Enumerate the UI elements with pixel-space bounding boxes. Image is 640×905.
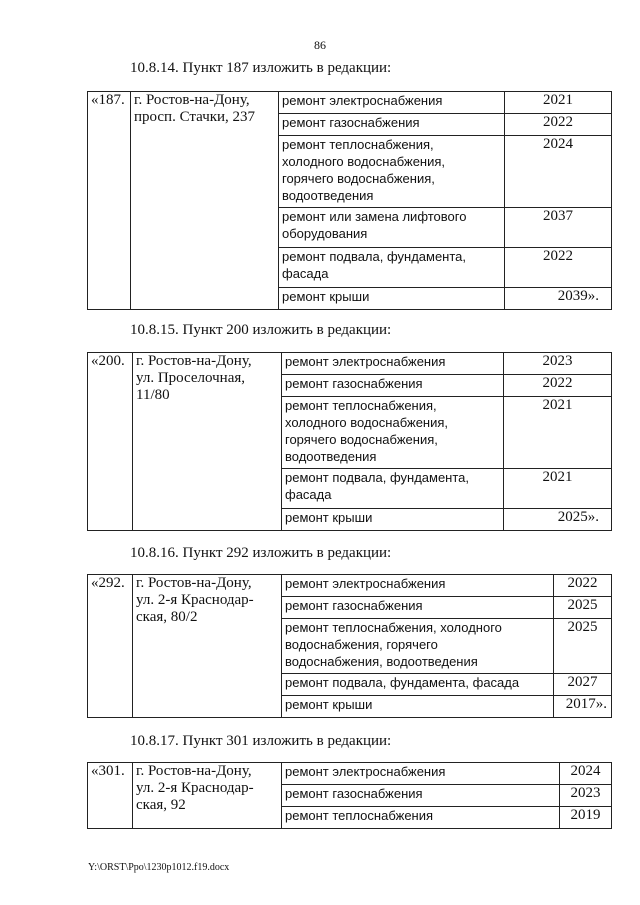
year: 2021 xyxy=(504,397,612,469)
work-line: ремонт крыши xyxy=(282,289,370,304)
work-line: водоотведения xyxy=(282,188,374,203)
work-line: ремонт электроснабжения xyxy=(282,93,443,108)
work-line: ремонт крыши xyxy=(285,510,373,525)
year: 2017». xyxy=(554,696,612,718)
work-type xyxy=(282,763,560,785)
address xyxy=(133,763,282,829)
work-type xyxy=(282,397,504,469)
year: 2022 xyxy=(554,575,612,597)
work-type xyxy=(279,136,505,208)
address-line: ул. 2-я Краснодар- xyxy=(136,592,254,608)
address xyxy=(133,353,282,531)
work-type xyxy=(279,288,505,310)
address xyxy=(131,92,279,310)
work-line: ремонт электроснабжения xyxy=(285,576,446,591)
address-line: г. Ростов-на-Дону, xyxy=(136,763,252,779)
work-line: водоснабжения, водоотведения xyxy=(285,654,478,669)
year: 2023 xyxy=(560,785,612,807)
work-type xyxy=(282,353,504,375)
work-line: ремонт теплоснабжения xyxy=(285,808,434,823)
page-number: 86 xyxy=(314,38,326,52)
address-line: г. Ростов-на-Дону, xyxy=(134,92,250,108)
section-heading: 10.8.16. Пункт 292 изложить в редакции: xyxy=(130,545,392,561)
work-line: ремонт электроснабжения xyxy=(285,354,446,369)
work-type xyxy=(282,597,554,619)
address-line: г. Ростов-на-Дону, xyxy=(136,353,252,369)
amendment-table xyxy=(87,574,612,718)
work-line: ремонт подвала, фундамента, xyxy=(282,249,467,264)
work-type xyxy=(279,208,505,248)
work-line: ремонт газоснабжения xyxy=(282,115,420,130)
year: 2025 xyxy=(554,597,612,619)
address-line: 11/80 xyxy=(136,387,170,403)
work-line: ремонт теплоснабжения, xyxy=(285,398,437,413)
item-number: «292. xyxy=(88,575,133,718)
work-type xyxy=(282,674,554,696)
work-type xyxy=(279,114,505,136)
work-type xyxy=(282,469,504,509)
year: 2021 xyxy=(504,469,612,509)
work-type xyxy=(282,696,554,718)
address xyxy=(133,575,282,718)
work-type xyxy=(279,248,505,288)
work-line: ремонт подвала, фундамента, xyxy=(285,470,470,485)
year: 2022 xyxy=(505,114,612,136)
year: 2027 xyxy=(554,674,612,696)
work-line: фасада xyxy=(285,487,332,502)
work-type xyxy=(282,575,554,597)
work-line: ремонт газоснабжения xyxy=(285,786,423,801)
work-line: ремонт газоснабжения xyxy=(285,376,423,391)
item-number: «301. xyxy=(88,763,133,829)
section-heading: 10.8.15. Пункт 200 изложить в редакции: xyxy=(130,322,392,338)
work-line: холодного водоснабжения, xyxy=(285,415,449,430)
year: 2037 xyxy=(505,208,612,248)
section-heading: 10.8.14. Пункт 187 изложить в редакции: xyxy=(130,60,392,76)
address-line: ул. 2-я Краснодар- xyxy=(136,780,254,796)
amendment-table xyxy=(87,352,612,531)
year: 2023 xyxy=(504,353,612,375)
work-line: ремонт крыши xyxy=(285,697,373,712)
work-type xyxy=(282,619,554,674)
address-line: г. Ростов-на-Дону, xyxy=(136,575,252,591)
year: 2039». xyxy=(505,288,612,310)
work-type xyxy=(282,785,560,807)
year: 2025». xyxy=(504,509,612,531)
work-line: ремонт газоснабжения xyxy=(285,598,423,613)
work-line: ремонт или замена лифтового xyxy=(282,209,467,224)
work-line: водоотведения xyxy=(285,449,377,464)
work-type xyxy=(282,375,504,397)
address-line: ская, 92 xyxy=(136,797,186,813)
footer-file-path: Y:\ORST\Ppo\1230p1012.f19.docx xyxy=(88,862,230,873)
year: 2021 xyxy=(505,92,612,114)
section-heading: 10.8.17. Пункт 301 изложить в редакции: xyxy=(130,733,392,749)
year: 2024 xyxy=(560,763,612,785)
work-type xyxy=(282,509,504,531)
item-number: «187. xyxy=(88,92,131,310)
work-line: ремонт теплоснабжения, xyxy=(282,137,434,152)
work-type xyxy=(282,807,560,829)
year: 2019 xyxy=(560,807,612,829)
address-line: просп. Стачки, 237 xyxy=(134,109,256,125)
work-line: оборудования xyxy=(282,226,368,241)
year: 2024 xyxy=(505,136,612,208)
amendment-table xyxy=(87,91,612,310)
work-type xyxy=(279,92,505,114)
work-line: ремонт электроснабжения xyxy=(285,764,446,779)
year: 2025 xyxy=(554,619,612,674)
work-line: горячего водоснабжения, xyxy=(285,432,438,447)
work-line: ремонт теплоснабжения, холодного xyxy=(285,620,502,635)
year: 2022 xyxy=(505,248,612,288)
work-line: водоснабжения, горячего xyxy=(285,637,438,652)
address-line: ул. Проселочная, xyxy=(136,370,246,386)
amendment-table xyxy=(87,762,612,829)
work-line: ремонт подвала, фундамента, фасада xyxy=(285,675,520,690)
address-line: ская, 80/2 xyxy=(136,609,198,625)
work-line: фасада xyxy=(282,266,329,281)
item-number: «200. xyxy=(88,353,133,531)
work-line: горячего водоснабжения, xyxy=(282,171,435,186)
work-line: холодного водоснабжения, xyxy=(282,154,446,169)
year: 2022 xyxy=(504,375,612,397)
